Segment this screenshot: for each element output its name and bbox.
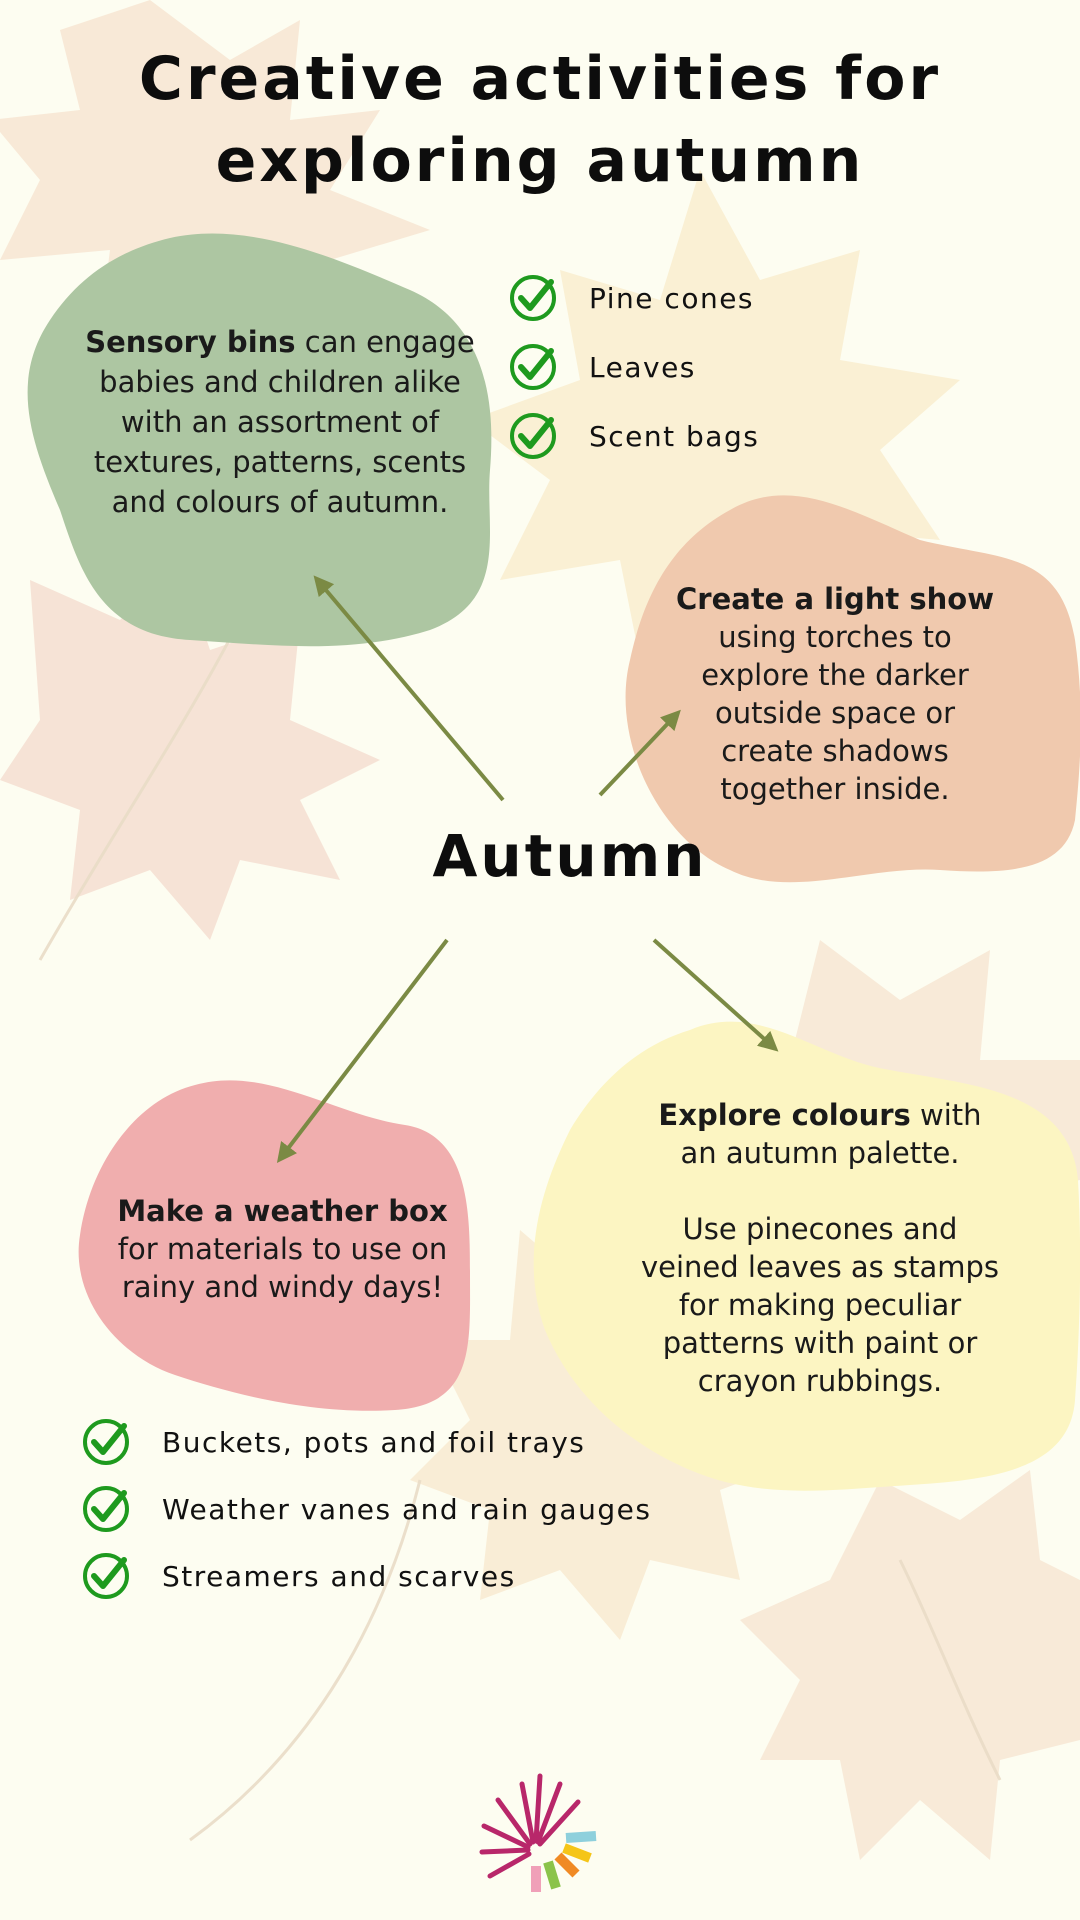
check-circle-icon: [80, 1550, 132, 1602]
check-circle-icon: [80, 1416, 132, 1468]
checklist-item-label: Leaves: [589, 350, 696, 384]
explore-colours-description-2: Use pinecones and veined leaves as stamps for making peculiar patterns with paint or crayon rubbings.: [640, 1212, 1000, 1398]
title-line-2: exploring autumn: [215, 126, 865, 196]
light-show-description: using torches to explore the darker outside space or create shadows together inside.: [701, 620, 969, 806]
sensory-bins-text: [70, 322, 490, 522]
center-node-label: Autumn: [432, 822, 708, 890]
weather-box-title: Make a weather box: [117, 1194, 448, 1228]
check-circle-icon: [80, 1483, 132, 1535]
title-line-1: Creative activities for: [138, 44, 942, 114]
explore-colours-text: [640, 1096, 1000, 1400]
checklist-item-label: Pine cones: [589, 281, 755, 315]
sensory-bins-title: Sensory bins: [85, 325, 296, 359]
checklist-item-label: Buckets, pots and foil trays: [162, 1425, 586, 1459]
weather-box-description: for materials to use on rainy and windy days!: [117, 1232, 448, 1304]
page-title: [90, 38, 990, 202]
sensory-bins-description: can engage babies and children alike with an assortment of textures, patterns, scents and colours of autumn.: [93, 325, 475, 519]
check-circle-icon: [507, 341, 559, 393]
checklist-item-label: Streamers and scarves: [162, 1559, 516, 1593]
weather-box-text: [110, 1192, 455, 1306]
checklist-item: [80, 1551, 651, 1601]
sunburst-logo-icon: [478, 1770, 602, 1894]
check-circle-icon: [507, 410, 559, 462]
explore-colours-title: Explore colours: [658, 1098, 911, 1132]
checklist-item-label: Scent bags: [589, 419, 760, 453]
checklist-item-label: Weather vanes and rain gauges: [162, 1492, 652, 1526]
sensory-bins-checklist: [507, 273, 759, 461]
checklist-item: [507, 273, 759, 323]
checklist-item: [507, 411, 759, 461]
explore-colours-description: with an autumn palette.: [680, 1098, 982, 1170]
light-show-text: [665, 580, 1005, 808]
light-show-title: Create a light show: [676, 582, 994, 616]
checklist-item: [507, 342, 759, 392]
checklist-item: [80, 1417, 651, 1467]
weather-box-checklist: [80, 1417, 651, 1601]
check-circle-icon: [507, 272, 559, 324]
checklist-item: [80, 1484, 651, 1534]
